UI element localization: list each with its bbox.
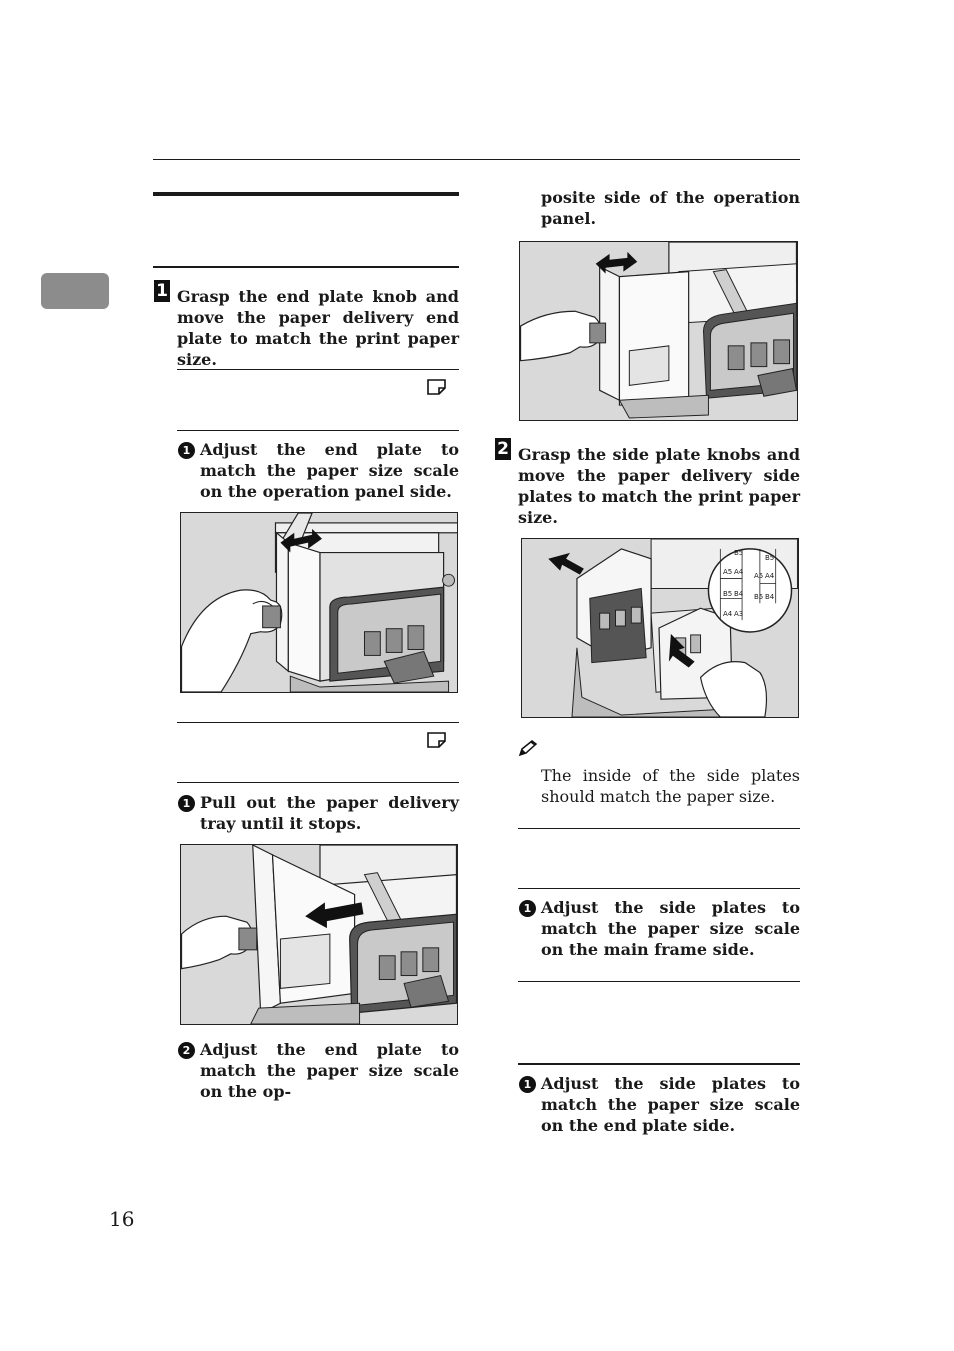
step-2-text: Grasp the side plate knobs and move the paper delivery side plates to match the print paper size. (518, 445, 800, 527)
substep-bullet-b1: 1 (178, 795, 195, 812)
reference-icon (427, 732, 447, 748)
figure-end-plate-opposite-side (519, 241, 798, 421)
substep-d1-text: Adjust the side plates to match the paper size scale on the end plate side. (541, 1074, 800, 1135)
step-number-1: 1 (154, 280, 170, 302)
page-number: 16 (109, 1207, 135, 1231)
chapter-tab (41, 273, 109, 309)
section-rule-d-bottom (518, 1063, 800, 1065)
section-rule-c-bottom (518, 888, 800, 889)
substep-bullet-d1: 1 (519, 1076, 536, 1093)
scale-label: A4 (734, 568, 744, 576)
substep-c1-text: Adjust the side plates to match the paper size scale on the main frame side. (541, 898, 800, 959)
note-text: The inside of the side plates should match the paper size. (541, 766, 800, 806)
reference-rule-bottom (177, 430, 459, 431)
step-1-text: Grasp the end plate knob and move the paper delivery end plate to match the print paper size. (177, 287, 459, 369)
section-rule-d-top (518, 981, 800, 982)
substep-b1-text: Pull out the paper delivery tray until it stops. (200, 793, 459, 833)
reference-rule-top (177, 369, 459, 370)
scale-label: B4 (734, 590, 744, 598)
section-heading-rule (153, 192, 459, 196)
step-number-2: 2 (495, 438, 511, 460)
reference-icon (427, 379, 447, 395)
scale-label: A5 (723, 568, 733, 576)
scale-label: B5 (765, 554, 775, 562)
scale-label: B5 (723, 590, 733, 598)
scale-label: A3 (734, 610, 744, 618)
reference-rule-bottom-2 (177, 782, 459, 783)
header-rule (153, 159, 800, 160)
substep-bullet-c1: 1 (519, 900, 536, 917)
continued-text: posite side of the operation panel. (541, 188, 800, 228)
scale-label: A4 (765, 572, 775, 580)
substep-b2-text: Adjust the end plate to match the paper size scale on the op- (200, 1040, 459, 1101)
substep-a1-text: Adjust the end plate to match the paper size scale on the operation panel side. (200, 440, 459, 501)
subsection-rule (153, 266, 459, 268)
note-pencil-icon (518, 739, 538, 757)
reference-rule-top-2 (177, 722, 459, 723)
scale-label: B5 (754, 593, 764, 601)
substep-bullet-a1: 1 (178, 442, 195, 459)
scale-label: A5 (754, 572, 764, 580)
scale-label: A4 (723, 610, 733, 618)
substep-bullet-b2: 2 (178, 1042, 195, 1059)
figure-side-plates (521, 538, 799, 718)
scale-label: B5 (734, 549, 744, 557)
section-rule-c-top (518, 828, 800, 829)
figure-end-plate-operation-side (180, 512, 458, 693)
scale-label: B4 (765, 593, 775, 601)
figure-pull-out-tray (180, 844, 458, 1025)
